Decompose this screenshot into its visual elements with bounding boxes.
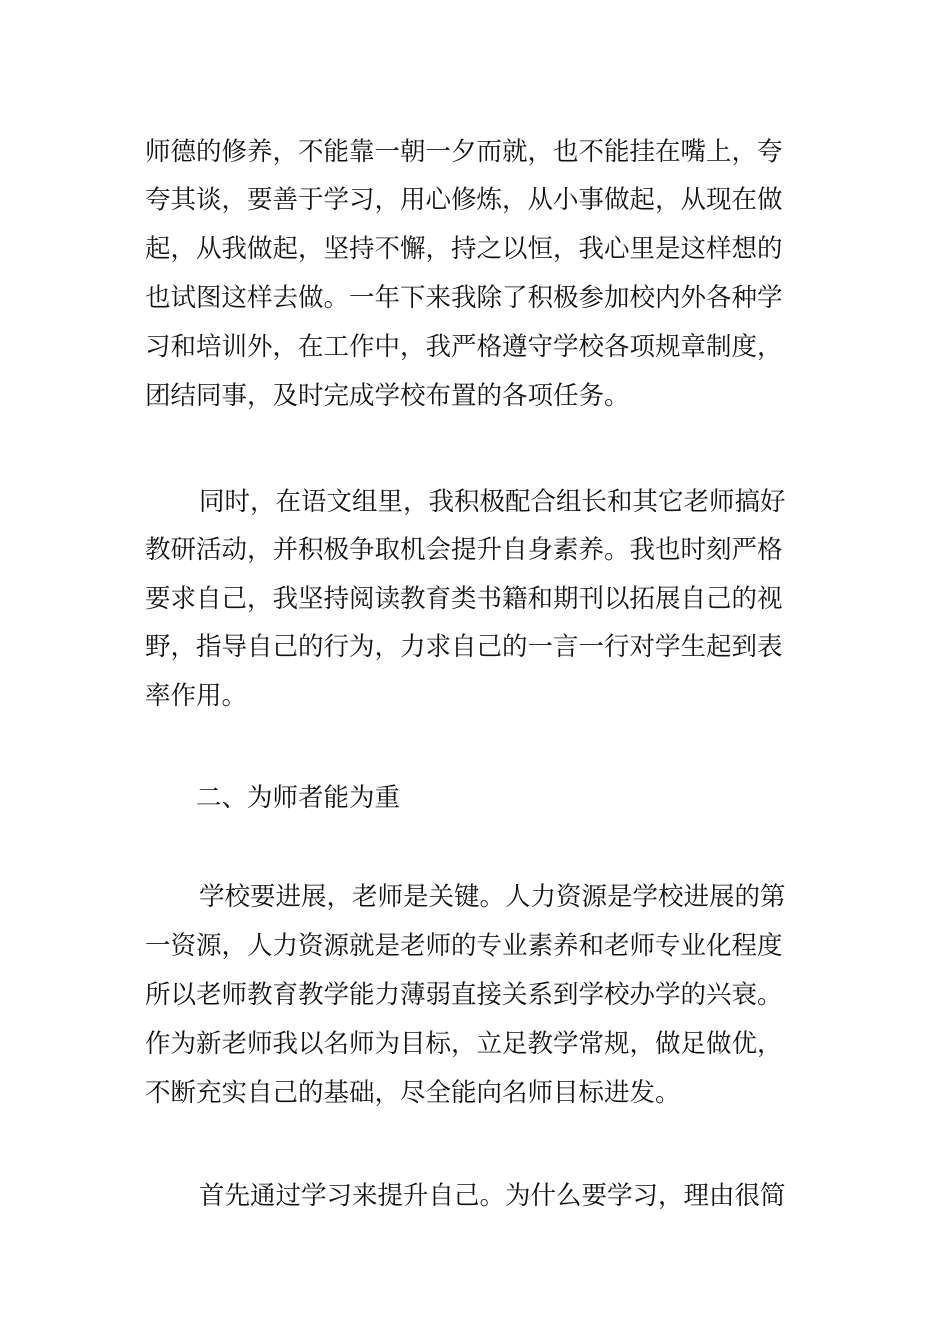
section-heading: 二、为师者能为重: [196, 783, 401, 813]
text-line: 不断充实自己的基础，尽全能向名师目标进发。: [145, 1078, 681, 1108]
text-line: 起，从我做起，坚持不懈，持之以恒，我心里是这样想的: [145, 234, 783, 264]
text-line: 师德的修养，不能靠一朝一夕而就，也不能挂在嘴上，夸: [145, 137, 783, 167]
text-line: 团结同事，及时完成学校布置的各项任务。: [145, 381, 630, 411]
text-line: 同时，在语文组里，我积极配合组长和其它老师搞好: [199, 487, 786, 517]
text-line: 学校要进展，老师是关键。人力资源是学校进展的第: [199, 882, 786, 912]
text-line: 教研活动，并积极争取机会提升自身素养。我也时刻严格: [145, 535, 783, 565]
text-line: 也试图这样去做。一年下来我除了积极参加校内外各种学: [145, 283, 783, 313]
text-line: 所以老师教育教学能力薄弱直接关系到学校办学的兴衰。: [145, 980, 783, 1010]
text-line: 首先通过学习来提升自己。为什么要学习，理由很简: [199, 1181, 786, 1211]
text-line: 夸其谈，要善于学习，用心修炼，从小事做起，从现在做: [145, 185, 783, 215]
text-line: 野，指导自己的行为，力求自己的一言一行对学生起到表: [145, 632, 783, 662]
text-line: 作为新老师我以名师为目标，立足教学常规，做足做优，: [145, 1029, 783, 1059]
text-line: 习和培训外，在工作中，我严格遵守学校各项规章制度，: [145, 332, 783, 362]
text-line: 一资源，人力资源就是老师的专业素养和老师专业化程度: [145, 931, 783, 961]
text-line: 率作用。: [145, 681, 248, 711]
text-line: 要求自己，我坚持阅读教育类书籍和期刊以拓展自己的视: [145, 584, 783, 614]
